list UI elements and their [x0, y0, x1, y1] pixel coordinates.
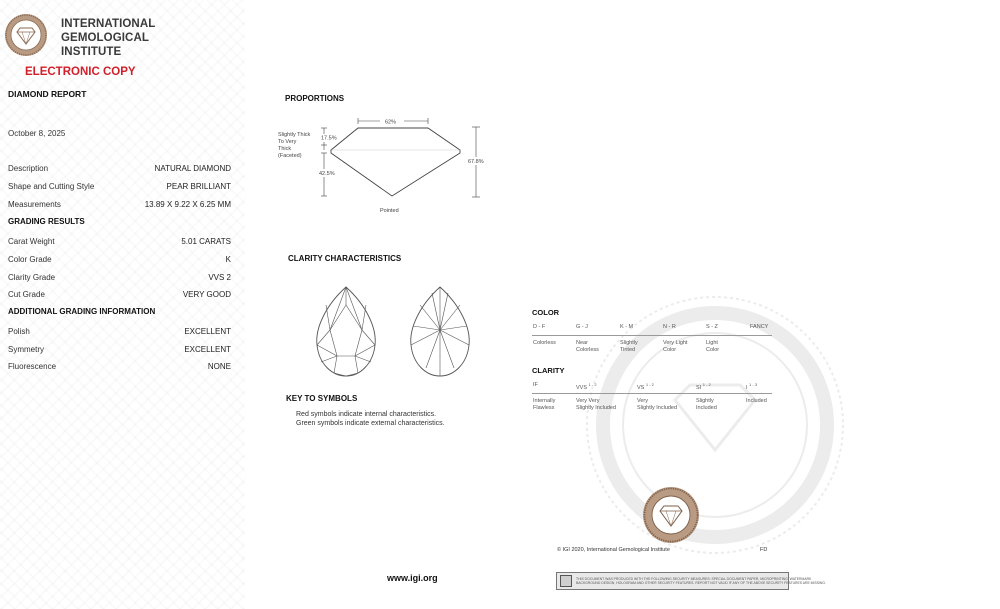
color-grade: N - R [663, 324, 676, 330]
form-code: FD [760, 547, 768, 553]
clarity-grade-range: 1 - 2 [588, 382, 597, 387]
color-desc-line: Colorless [533, 340, 556, 346]
grading-value: VVS 2 [208, 273, 231, 282]
crown-percent: 17.5% [321, 135, 337, 142]
color-scale-heading: COLOR [532, 308, 560, 317]
grading-label: Color Grade [8, 255, 52, 264]
additional-info-heading: ADDITIONAL GRADING INFORMATION [8, 307, 156, 316]
additional-value: EXCELLENT [184, 327, 231, 336]
report-date: October 8, 2025 [8, 129, 66, 138]
color-grade: S - Z [706, 324, 718, 330]
detail-label: Measurements [8, 200, 61, 209]
detail-value: NATURAL DIAMOND [154, 164, 231, 173]
detail-value: PEAR BRILLIANT [166, 182, 231, 191]
girdle-label-line-1: Slightly Thick [278, 132, 311, 138]
girdle-label-line-2: To Very [278, 139, 297, 145]
security-text-line-2: BACKGROUND DESIGN, HOLOGRAM AND OTHER SECURITY FEATURES. REPORT NOT VALID IF ANY OF THE ABOVE SECURITY FEATURES ARE MISSING. [576, 581, 826, 585]
additional-label: Polish [8, 327, 30, 336]
grading-label: Carat Weight [8, 237, 55, 246]
clarity-desc-line: Included [746, 398, 767, 404]
clarity-desc-line: Flawless [533, 404, 555, 411]
key-line-green: Green symbols indicate external characteristics. [296, 420, 445, 427]
clarity-grade: IF [533, 382, 538, 388]
key-line-red: Red symbols indicate internal characteristics. [296, 411, 437, 418]
clarity-desc-line: Internally [533, 398, 556, 404]
girdle-label-line-3: Thick [278, 146, 292, 152]
proportions-heading: PROPORTIONS [285, 94, 345, 103]
color-desc-line: Near [576, 340, 588, 346]
clarity-desc-line: Included [696, 404, 717, 411]
color-desc-line: Slightly [620, 340, 638, 346]
additional-label: Symmetry [8, 345, 44, 354]
color-desc-line: Color [663, 346, 677, 353]
detail-label: Shape and Cutting Style [8, 182, 95, 191]
clarity-desc-line: Slightly Included [637, 404, 678, 411]
additional-value: NONE [207, 362, 231, 371]
additional-label: Fluorescence [8, 362, 57, 371]
clarity-desc-line: Very [637, 398, 649, 404]
culet-label: Pointed [380, 208, 399, 214]
color-grade: K - M [620, 324, 634, 330]
copyright-text: © IGI 2020, International Gemological Institute [557, 547, 670, 553]
grading-value: 5.01 CARATS [181, 237, 231, 246]
color-grade: G - J [576, 324, 588, 330]
brand-line-1: INTERNATIONAL [61, 18, 156, 30]
report-title: DIAMOND REPORT [8, 89, 87, 99]
additional-value: EXCELLENT [184, 345, 231, 354]
brand-line-3: INSTITUTE [61, 46, 122, 58]
security-features-strip [556, 572, 826, 590]
grading-value: K [225, 255, 231, 264]
clarity-desc-line: Slightly [696, 398, 714, 404]
clarity-scale-heading: CLARITY [532, 366, 565, 375]
detail-label: Description [8, 164, 49, 173]
clarity-grade-range: 1 - 2 [702, 382, 711, 387]
key-to-symbols-heading: KEY TO SYMBOLS [286, 394, 358, 403]
clarity-grade-range: 1 - 3 [749, 382, 758, 387]
table-percent: 62% [385, 119, 397, 126]
electronic-copy-label: ELECTRONIC COPY [25, 66, 136, 78]
clarity-grade-range: 1 - 2 [645, 382, 654, 387]
website-link[interactable]: www.igi.org [387, 573, 438, 583]
clarity-grade-base: I [746, 384, 748, 391]
color-grade: FANCY [750, 324, 769, 330]
grading-results-heading: GRADING RESULTS [8, 217, 85, 226]
pavilion-percent: 42.5% [319, 171, 335, 177]
color-desc-line: Tinted [620, 346, 636, 353]
color-desc-line: Colorless [576, 346, 599, 353]
clarity-grade-base: VS [637, 384, 645, 391]
depth-percent: 67.8% [468, 159, 484, 165]
clarity-desc-line: Very Very [576, 398, 600, 404]
clarity-characteristics-heading: CLARITY CHARACTERISTICS [288, 254, 402, 263]
brand-line-2: GEMOLOGICAL [61, 32, 149, 44]
security-hologram-icon [560, 575, 572, 587]
grading-value: VERY GOOD [182, 290, 231, 299]
grading-label: Cut Grade [8, 290, 45, 299]
clarity-desc-line: Slightly Included [576, 404, 617, 411]
grading-label: Clarity Grade [8, 273, 56, 282]
color-grade: D - F [533, 324, 546, 330]
clarity-grade-base: VVS [576, 384, 588, 391]
detail-value: 13.89 X 9.22 X 6.25 MM [144, 200, 231, 209]
security-text-line-1: THIS DOCUMENT WAS PRODUCED WITH THE FOLLOWING SECURITY MEASURES: SPECIAL DOCUMENT PAPER, MICROPRINTING, WATERMARK [576, 577, 812, 581]
color-desc-line: Very Light [663, 340, 688, 346]
color-desc-line: Light [706, 340, 718, 346]
girdle-label-line-4: (Faceted) [278, 153, 302, 159]
color-desc-line: Color [706, 346, 720, 353]
security-text [576, 577, 826, 585]
clarity-grade-base: SI [696, 384, 702, 391]
